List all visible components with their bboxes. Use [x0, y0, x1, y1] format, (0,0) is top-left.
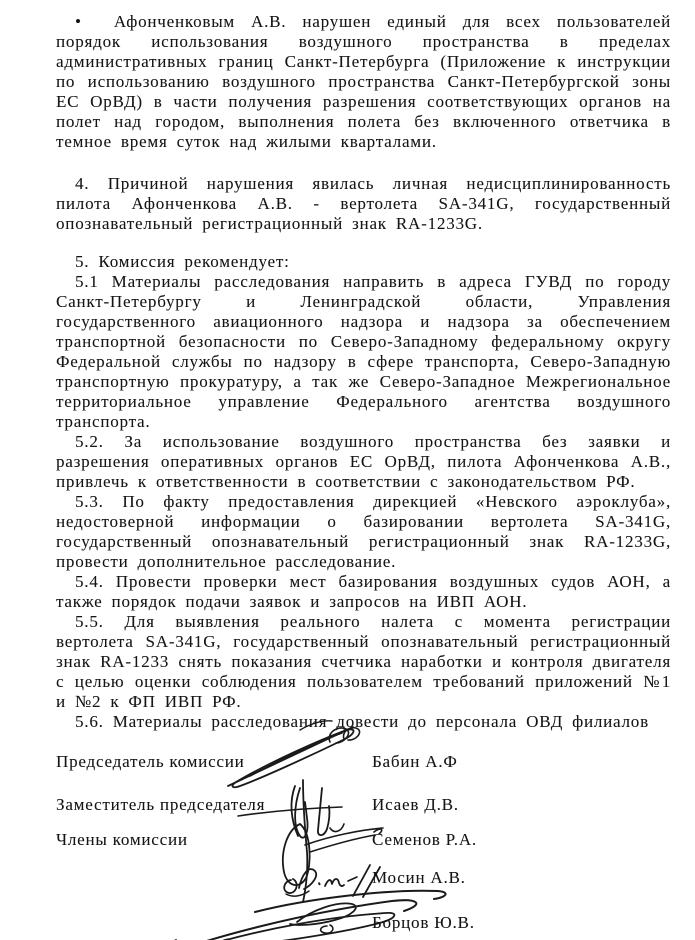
signature-role-deputy-chairman: Заместитель председателя: [56, 795, 266, 814]
signature-block: [0, 732, 695, 940]
signature-name-mosin: Мосин А.В.: [372, 868, 466, 887]
signature-role-members: Члены комиссии: [56, 830, 188, 849]
signature-name-babin: Бабин А.Ф: [372, 752, 458, 771]
paragraph-rec-5-5: 5.5. Для выявления реального налета с момента регистрации вертолета SA-341G, государственный опознавательный регистрационный знак RA-1233 снять показания счетчика наработки и контроля двигателя с целью оценки соблюдения пользователем требований приложений №1 и №2 к ФП ИВП РФ.: [56, 612, 671, 711]
paragraph-rec-5-6: 5.6. Материалы расследования довести до персонала ОВД филиалов: [75, 712, 649, 731]
signature-name-semenov: Семенов Р.А.: [372, 830, 477, 849]
signature-semenov-ink: [283, 780, 383, 902]
paragraph-rec-5-1: 5.1 Материалы расследования направить в адреса ГУВД по городу Санкт-Петербургу и Ленинградской области, Управления государственного авиационного надзора и надзора за обеспечением транспортной безопасности по Северо-Западному федеральному округу Федеральной службы по надзору в сфере транспорта, Северо-Западную транспортную прокуратуру, а так же Северо-Западное Межрегиональное территориальное управление Федерального агентства воздушного транспорта.: [56, 272, 671, 431]
paragraph-rec-5-2: 5.2. За использование воздушного пространства без заявки и разрешения оперативных органов ЕС ОрВД, пилота Афонченкова А.В., привлечь к ответственности в соответствии с законодательством РФ.: [56, 432, 671, 491]
signature-mosin-ink: [284, 865, 380, 897]
signatures-ink-overlay: [0, 717, 695, 940]
signature-name-isaev: Исаев Д.В.: [372, 795, 459, 814]
paragraph-cause: 4. Причиной нарушения явилась личная недисциплинированность пилота Афонченкова А.В. - вертолета SA-341G, государственный опознавательный регистрационный знак RA-1233G.: [56, 174, 671, 233]
signature-role-chairman: Председатель комиссии: [56, 752, 245, 771]
paragraph-rec-5-4: 5.4. Провести проверки мест базирования воздушных судов АОН, а также порядок подачи заявок и запросов на ИВП АОН.: [56, 572, 671, 611]
signature-name-bortsov: Борцов Ю.В.: [372, 913, 475, 932]
paragraph-rec-5-3: 5.3. По факту предоставления дирекцией «Невского аэроклуба», недостоверной информации о базировании вертолета SA-341G, государственный опознавательный регистрационный знак RA-1233G, провести дополнительное расследование.: [56, 492, 671, 571]
paragraph-violation-bullet: • Афонченковым А.В. нарушен единый для всех пользователей порядок использования воздушного пространства в пределах административных границ Санкт-Петербурга (Приложение к инструкции по использованию воздушного пространства Санкт-Петербургской зоны ЕС ОрВД) в части получения разрешения соответствующих органов на полет над городом, выполнения полета без включенного ответчика в темное время суток над жилыми кварталами.: [56, 12, 671, 151]
heading-recommendations: 5. Комиссия рекомендует:: [75, 252, 290, 271]
